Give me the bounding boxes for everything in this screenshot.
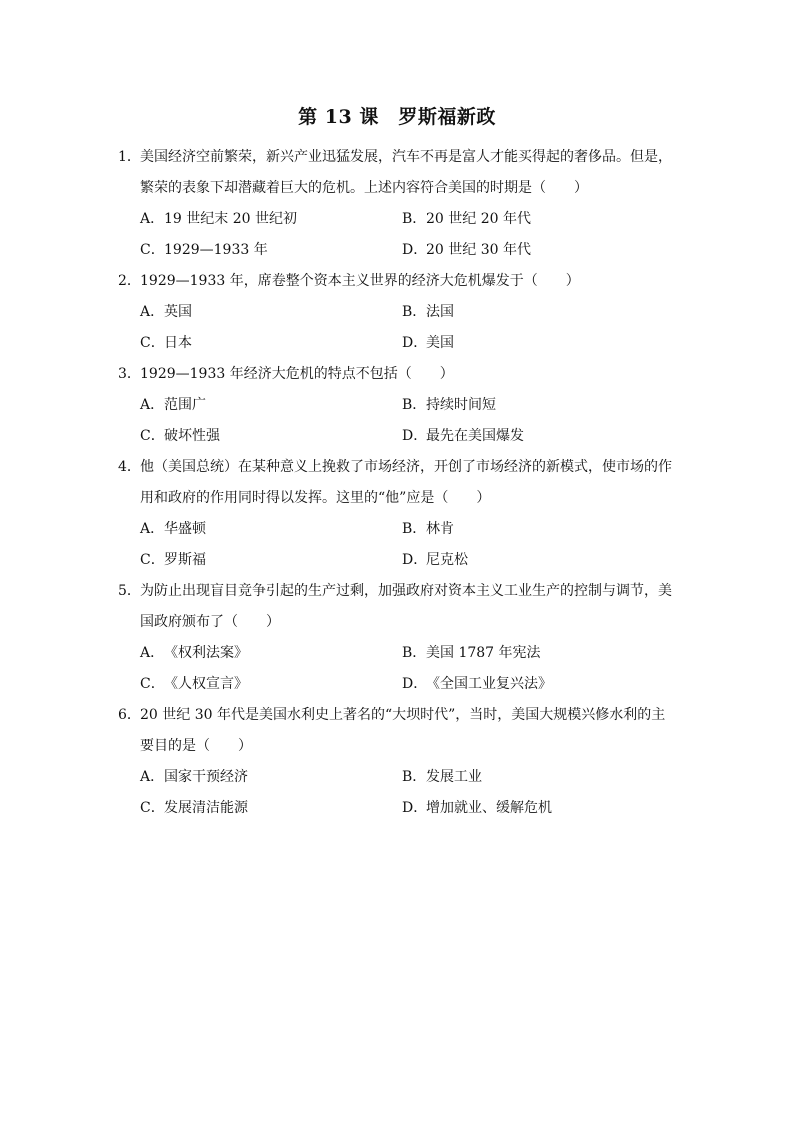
option-b xyxy=(402,762,662,793)
option-c xyxy=(140,545,402,576)
question-number: 5． xyxy=(118,583,141,599)
option-letter: A． xyxy=(140,769,165,785)
option-list xyxy=(140,297,678,359)
question-5 xyxy=(118,576,678,700)
option-list xyxy=(140,638,678,700)
option-d xyxy=(402,545,662,576)
option-text: 美国 xyxy=(426,335,454,351)
question-text xyxy=(118,576,678,638)
option-b xyxy=(402,204,662,235)
option-text: 《人权宣言》 xyxy=(164,676,248,692)
option-letter: C． xyxy=(140,428,165,444)
option-list xyxy=(140,514,678,576)
question-text xyxy=(118,266,678,297)
question-4 xyxy=(118,452,678,576)
option-b xyxy=(402,390,662,421)
question-stem: 为防止出现盲目竞争引起的生产过剩，加强政府对资本主义工业生产的控制与调节，美国政府颁布了（ ） xyxy=(140,583,672,630)
option-letter: B． xyxy=(402,521,427,537)
option-list xyxy=(140,204,678,266)
option-letter: C． xyxy=(140,676,165,692)
option-b xyxy=(402,297,662,328)
option-a xyxy=(140,762,402,793)
option-d xyxy=(402,793,662,824)
option-b xyxy=(402,514,662,545)
option-letter: D． xyxy=(402,242,428,258)
option-a xyxy=(140,514,402,545)
option-a xyxy=(140,390,402,421)
question-number: 2． xyxy=(118,273,141,289)
option-b xyxy=(402,638,662,669)
option-d xyxy=(402,421,662,452)
option-text: 范围广 xyxy=(164,397,206,413)
option-text: 1929—1933 年 xyxy=(164,242,268,258)
option-d xyxy=(402,669,662,700)
option-text: 持续时间短 xyxy=(426,397,496,413)
option-text: 国家干预经济 xyxy=(164,769,248,785)
option-list xyxy=(140,390,678,452)
question-3 xyxy=(118,359,678,452)
option-letter: A． xyxy=(140,211,165,227)
option-text: 华盛顿 xyxy=(164,521,206,537)
question-text xyxy=(118,142,678,204)
question-2 xyxy=(118,266,678,359)
option-text: 20 世纪 30 年代 xyxy=(426,242,531,258)
question-stem: 20 世纪 30 年代是美国水利史上著名的“大坝时代”，当时，美国大规模兴修水利的主要目的是（ ） xyxy=(140,707,666,754)
question-stem: 1929—1933 年，席卷整个资本主义世界的经济大危机爆发于（ ） xyxy=(140,273,580,289)
option-c xyxy=(140,669,402,700)
option-text: 林肯 xyxy=(426,521,454,537)
option-d xyxy=(402,235,662,266)
option-c xyxy=(140,235,402,266)
option-letter: B． xyxy=(402,645,427,661)
option-letter: B． xyxy=(402,304,427,320)
option-text: 增加就业、缓解危机 xyxy=(426,800,552,816)
option-text: 《权利法案》 xyxy=(164,645,248,661)
option-d xyxy=(402,328,662,359)
option-text: 发展清洁能源 xyxy=(164,800,248,816)
option-list xyxy=(140,762,678,824)
option-text: 英国 xyxy=(164,304,192,320)
option-letter: D． xyxy=(402,676,428,692)
option-text: 19 世纪末 20 世纪初 xyxy=(164,211,297,227)
question-number: 6． xyxy=(118,707,141,723)
question-number: 4． xyxy=(118,459,141,475)
option-text: 日本 xyxy=(164,335,192,351)
question-stem: 美国经济空前繁荣，新兴产业迅猛发展，汽车不再是富人才能买得起的奢侈品。但是，繁荣的表象下却潜藏着巨大的危机。上述内容符合美国的时期是（ ） xyxy=(140,149,672,196)
page-title: 第 13 课 罗斯福新政 xyxy=(298,106,496,128)
option-text: 破坏性强 xyxy=(164,428,220,444)
option-letter: B． xyxy=(402,397,427,413)
option-letter: C． xyxy=(140,242,165,258)
question-list xyxy=(118,142,678,824)
option-text: 法国 xyxy=(426,304,454,320)
question-stem: 他（美国总统）在某种意义上挽救了市场经济，开创了市场经济的新模式，使市场的作用和政府的作用同时得以发挥。这里的“他”应是（ ） xyxy=(140,459,672,506)
option-letter: C． xyxy=(140,800,165,816)
option-text: 尼克松 xyxy=(426,552,468,568)
option-letter: D． xyxy=(402,552,428,568)
option-text: 罗斯福 xyxy=(164,552,206,568)
question-1 xyxy=(118,142,678,266)
option-c xyxy=(140,793,402,824)
option-text: 美国 1787 年宪法 xyxy=(426,645,541,661)
question-number: 1． xyxy=(118,149,141,165)
option-a xyxy=(140,638,402,669)
option-letter: D． xyxy=(402,428,428,444)
option-c xyxy=(140,328,402,359)
option-letter: B． xyxy=(402,769,427,785)
question-stem: 1929—1933 年经济大危机的特点不包括（ ） xyxy=(140,366,454,382)
option-letter: A． xyxy=(140,645,165,661)
question-text xyxy=(118,700,678,762)
option-text: 最先在美国爆发 xyxy=(426,428,524,444)
option-a xyxy=(140,204,402,235)
option-text: 《全国工业复兴法》 xyxy=(426,676,552,692)
option-text: 发展工业 xyxy=(426,769,482,785)
option-letter: B． xyxy=(402,211,427,227)
question-6 xyxy=(118,700,678,824)
option-letter: D． xyxy=(402,335,428,351)
question-text xyxy=(118,359,678,390)
option-letter: C． xyxy=(140,552,165,568)
option-c xyxy=(140,421,402,452)
option-letter: A． xyxy=(140,397,165,413)
option-letter: A． xyxy=(140,521,165,537)
question-number: 3． xyxy=(118,366,141,382)
option-letter: D． xyxy=(402,800,428,816)
question-text xyxy=(118,452,678,514)
option-letter: C． xyxy=(140,335,165,351)
option-text: 20 世纪 20 年代 xyxy=(426,211,531,227)
option-letter: A． xyxy=(140,304,165,320)
option-a xyxy=(140,297,402,328)
